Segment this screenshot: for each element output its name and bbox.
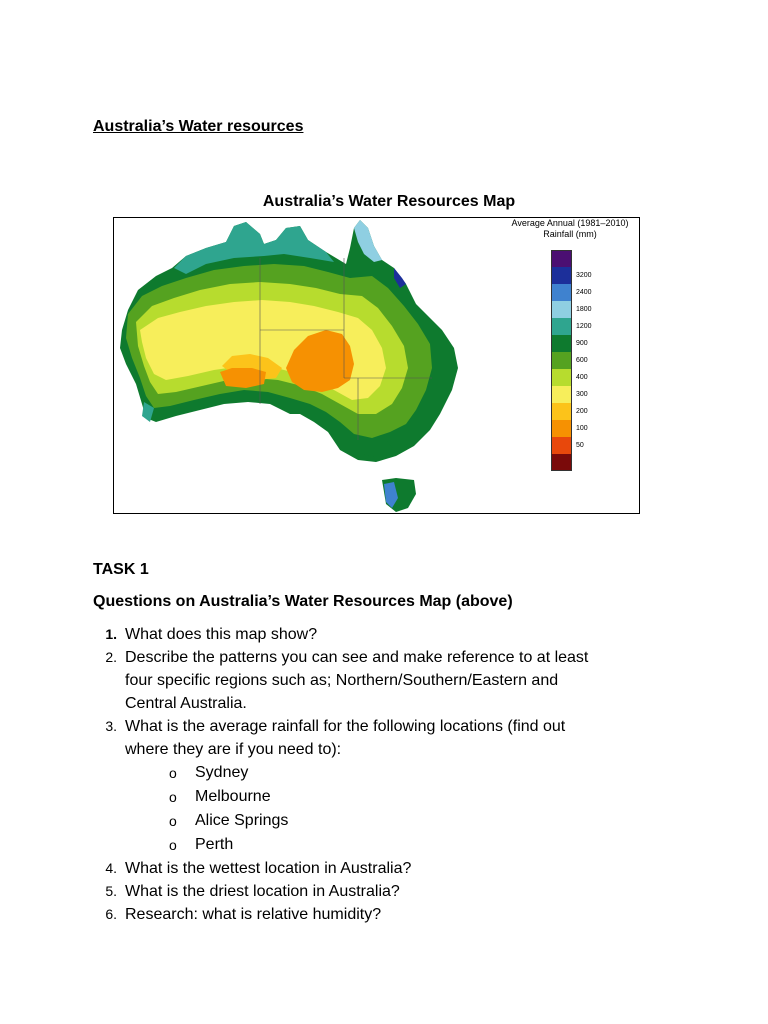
- legend-swatch: [551, 301, 572, 318]
- question-text-line: Describe the patterns you can see and make reference to at least: [125, 649, 589, 666]
- legend-swatch: [551, 369, 572, 386]
- question-text-line: where they are if you need to):: [125, 741, 342, 758]
- legend-swatch: [551, 386, 572, 403]
- task-title: TASK 1: [93, 561, 149, 578]
- legend-swatch: [551, 267, 572, 284]
- question-item: [93, 646, 673, 715]
- question-number: 5.: [105, 883, 117, 899]
- legend-label: 100: [576, 425, 588, 432]
- legend-swatch: [551, 420, 572, 437]
- legend-label: 50: [576, 442, 584, 449]
- question-number: 1.: [105, 626, 117, 642]
- legend-label: 300: [576, 391, 588, 398]
- location-name: Sydney: [195, 764, 249, 781]
- bullet-icon: o: [169, 813, 177, 829]
- location-item: [93, 761, 673, 785]
- legend-swatch: [551, 318, 572, 335]
- legend-label: 1800: [576, 306, 592, 313]
- legend-title: [502, 218, 638, 240]
- legend-title-line2: Rainfall (mm): [543, 229, 597, 239]
- question-item: [93, 623, 673, 646]
- legend-label: 400: [576, 374, 588, 381]
- legend-swatch: [551, 454, 572, 471]
- bullet-icon: o: [169, 765, 177, 781]
- question-text-line: What is the average rainfall for the following locations (find out: [125, 718, 566, 735]
- question-number: 4.: [105, 860, 117, 876]
- bullet-icon: o: [169, 837, 177, 853]
- location-name: Alice Springs: [195, 812, 289, 829]
- question-text-line: What does this map show?: [125, 626, 318, 643]
- question-item: [93, 903, 673, 926]
- question-text-line: What is the driest location in Australia?: [125, 883, 400, 900]
- questions-heading: Questions on Australia’s Water Resources Map (above): [93, 593, 513, 610]
- location-item: [93, 785, 673, 809]
- map-heading: Australia’s Water Resources Map: [262, 193, 516, 210]
- question-text-line: four specific regions such as; Northern/Southern/Eastern and: [125, 672, 559, 689]
- question-text-line: Central Australia.: [125, 695, 247, 712]
- legend-swatch: [551, 284, 572, 301]
- legend-label: 1200: [576, 323, 592, 330]
- question-text-line: Research: what is relative humidity?: [125, 906, 382, 923]
- location-name: Melbourne: [195, 788, 271, 805]
- rainfall-map: [113, 217, 640, 514]
- legend-label: 3200: [576, 272, 592, 279]
- question-number: 2.: [105, 649, 117, 665]
- question-text-line: What is the wettest location in Australia?: [125, 860, 412, 877]
- location-item: [93, 833, 673, 857]
- legend-swatch: [551, 403, 572, 420]
- question-item: [93, 857, 673, 880]
- legend-label: 200: [576, 408, 588, 415]
- document-title: Australia’s Water resources: [93, 118, 304, 135]
- legend-swatch: [551, 250, 572, 267]
- legend-swatch: [551, 352, 572, 369]
- bullet-icon: o: [169, 789, 177, 805]
- legend-label: 2400: [576, 289, 592, 296]
- location-name: Perth: [195, 836, 234, 853]
- legend-swatch: [551, 335, 572, 352]
- map-region-100-west: [220, 368, 266, 388]
- legend-title-line1: Average Annual (1981–2010): [511, 218, 629, 228]
- question-number: 6.: [105, 906, 117, 922]
- legend-label: 900: [576, 340, 588, 347]
- legend-swatch: [551, 437, 572, 454]
- question-list: [93, 623, 673, 926]
- question-item: [93, 715, 673, 761]
- question-item: [93, 880, 673, 903]
- question-number: 3.: [105, 718, 117, 734]
- location-item: [93, 809, 673, 833]
- legend-label: 600: [576, 357, 588, 364]
